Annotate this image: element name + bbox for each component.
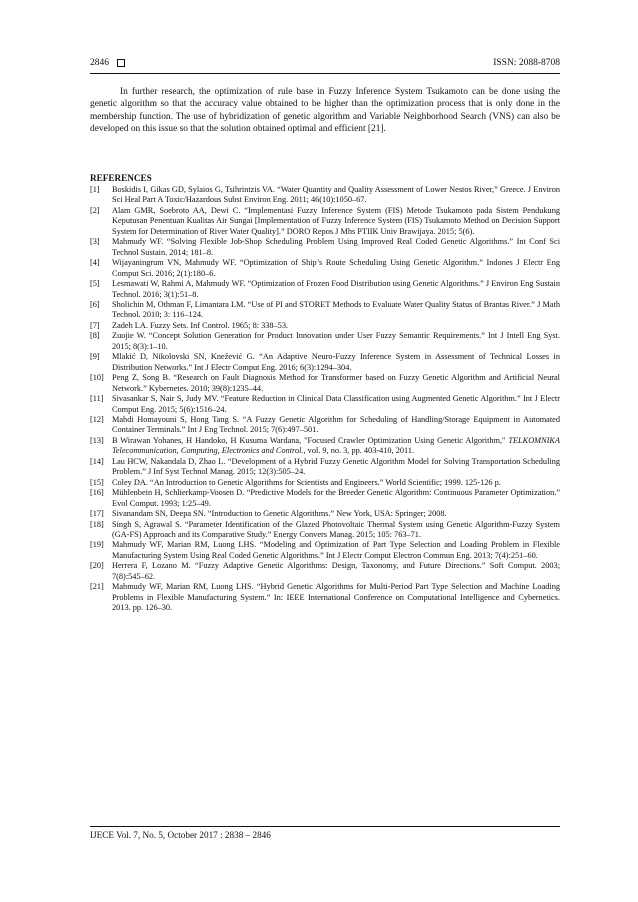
- reference-item: [90, 488, 560, 509]
- reference-item: [90, 237, 560, 258]
- reference-text: Zadeh LA. Fuzzy Sets. Inf Control. 1965; 8: 338–53.: [112, 320, 289, 330]
- reference-item: [90, 300, 560, 321]
- reference-item: [90, 561, 560, 582]
- reference-number: [6]: [90, 299, 100, 309]
- footer-rule: [90, 826, 560, 827]
- reference-number: [13]: [90, 435, 104, 445]
- reference-number: [17]: [90, 509, 104, 519]
- reference-text: Singh S, Agrawal S. “Parameter Identification of the Glazed Photovoltaic Thermal System using Genetic Algorithm-Fuzzy System (GA-FS) Approach and its Comparative Study.” Energy Convers Manag. 2015; 105: 763–71.: [112, 519, 560, 539]
- reference-item: [90, 394, 560, 415]
- reference-number: [7]: [90, 320, 100, 330]
- reference-number: [10]: [90, 373, 104, 383]
- checkbox-square-icon: [117, 59, 125, 67]
- reference-item: [90, 352, 560, 373]
- reference-text: Mahmudy WF, Marian RM, Luong LHS. “Modeling and Optimization of Part Type Selection and Loading Problem in Flexible Manufacturing System Using Real Coded Genetic Algorithms.” Int J Electr Comput Electron Commun Eng. 2013; 7(4):251–60.: [112, 540, 560, 560]
- reference-text: Mahmudy WF, Marian RM, Luong LHS. “Hybrid Genetic Algorithms for Multi-Period Part Type Selection and Machine Loading Problems in Flexible Manufacturing System.” In: IEEE International Conference on Computational Intelligence and Cybernetics. 2013. pp. 126–30.: [112, 582, 560, 613]
- reference-item: [90, 436, 560, 457]
- reference-item: [90, 478, 560, 488]
- reference-number: [20]: [90, 561, 104, 571]
- reference-text: Herrera F, Lozano M. “Fuzzy Adaptive Genetic Algorithms: Design, Taxonomy, and Future Directions.” Soft Comput. 2003; 7(8):545–62.: [112, 561, 560, 581]
- reference-number: [18]: [90, 519, 104, 529]
- reference-item: [90, 185, 560, 206]
- reference-text: Sivasankar S, Nair S, Judy MV. “Feature Reduction in Clinical Data Classification using Augmented Genetic Algorithm.” Int J Electr Comput Eng. 2015; 5(6):1516–24.: [112, 394, 560, 414]
- reference-item: [90, 331, 560, 352]
- reference-number: [12]: [90, 414, 104, 424]
- reference-number: [2]: [90, 205, 100, 215]
- reference-item: [90, 520, 560, 541]
- header-rule: [90, 73, 560, 74]
- reference-item: [90, 457, 560, 478]
- reference-text: Wijayaningrum VN, Mahmudy WF. “Optimization of Ship’s Route Scheduling Using Genetic Algorithm.” Indones J Electr Eng Comput Sci. 2016; 2(1):180–6.: [112, 258, 560, 278]
- reference-number: [4]: [90, 258, 100, 268]
- reference-text: Alam GMR, Soebroto AA, Dewi C. “Implementasi Fuzzy Inference System (FIS) Metode Tsukamoto pada Sistem Pendukung Keputusan Penentuan Kualitas Air Sungai [Implementation of Fuzzy Inference System (FIS) Tsukamoto Method on Decision Support System for Determination of River Water Quality].” DORO Repos J Mhs PTIIK Univ Brawijaya. 2015; 5(6).: [112, 205, 560, 236]
- reference-journal-italic: TELKOMNIKA Telecommunication, Computing, Electronics and Control.: [112, 435, 560, 456]
- reference-text: Lesmawati W, Rahmi A, Mahmudy WF. “Optimization of Frozen Food Distribution using Genetic Algorithms.” J Environ Eng Sustain Technol. 2016; 3(1):51–8.: [112, 279, 560, 299]
- reference-text: , vol. 9, no. 3, pp. 403-410, 2011.: [303, 446, 415, 456]
- reference-text: Lau HCW, Nakandala D, Zhao L. “Development of a Hybrid Fuzzy Genetic Algorithm Model for Solving Transportation Scheduling Problem.” J Inf Syst Technol Manag. 2015; 12(3):505–24.: [112, 456, 560, 477]
- reference-number: [11]: [90, 394, 104, 404]
- reference-number: [3]: [90, 237, 100, 247]
- reference-item: [90, 279, 560, 300]
- reference-list: [90, 185, 560, 614]
- reference-item: [90, 258, 560, 279]
- reference-item: [90, 415, 560, 436]
- body-paragraph: In further research, the optimization of rule base in Fuzzy Inference System Tsukamoto can be done using the genetic algorithm so that the accuracy value obtained to be higher than the optimization process that is only done in the membership function. The use of hybridization of genetic algorithm and Variable Neighborhood Search (VNS) can also be developed on this issue so that the solution obtained optimal and efficient [21].: [90, 87, 560, 135]
- reference-text: B Wirawan Yohanes, H Handoko, H Kusuma Wardana, "Focused Crawler Optimization Using Genetic Algorithm,": [112, 435, 509, 445]
- reference-item: [90, 321, 560, 331]
- reference-text: Mahdi Homayouni S, Hong Tang S. “A Fuzzy Genetic Algorithm for Scheduling of Handling/Storage Equipment in Automated Container Terminals.” Int J Eng Technol. 2015; 7(6):497–501.: [112, 414, 560, 435]
- reference-text: Coley DA. “An Introduction to Genetic Algorithms for Scientists and Engineers.” World Scientific; 1999. 125-126 p.: [112, 477, 501, 487]
- issn-label: ISSN: 2088-8708: [493, 58, 560, 68]
- reference-number: [5]: [90, 279, 100, 289]
- reference-item: [90, 206, 560, 237]
- reference-number: [9]: [90, 352, 100, 362]
- reference-number: [19]: [90, 540, 104, 550]
- reference-text: Zuojie W. “Concept Solution Generation for Product Innovation under User Fuzzy Semantic Requirements.” Int J Intell Eng Syst. 2015; 8(3):1–10.: [112, 331, 560, 351]
- reference-number: [21]: [90, 582, 104, 592]
- reference-number: [15]: [90, 477, 104, 487]
- reference-text: Boskidis I, Gikas GD, Sylaios G, Tsihrintzis VA. “Water Quantity and Quality Assessment of Lower Nestos River,” Greece. J Environ Sci Heal Part A Toxic/Hazardous Subst Environ Eng. 2011; 46(10):1050–67.: [112, 185, 560, 205]
- reference-number: [1]: [90, 185, 100, 194]
- page-number: 2846: [90, 58, 109, 68]
- reference-number: [16]: [90, 488, 104, 498]
- reference-text: Sivanandam SN, Deepa SN. “Introduction to Genetic Algorithms.” New York, USA: Springer; 2008.: [112, 509, 447, 519]
- reference-text: Mahmudy WF. “Solving Flexible Job-Shop Scheduling Problem Using Improved Real Coded Genetic Algorithms.” Int Conf Sci Technol Sustain. 2014; 181–8.: [112, 237, 560, 257]
- reference-text: Sholichin M, Othman F, Limantara LM. “Use of PI and STORET Methods to Evaluate Water Quality Status of Brantas River.” J Math Technol. 2010; 3: 116–124.: [112, 299, 560, 320]
- page-footer: IJECE Vol. 7, No. 5, October 2017 : 2838 – 2846: [90, 830, 271, 840]
- reference-number: [8]: [90, 331, 100, 341]
- reference-text: Peng Z, Song B. “Research on Fault Diagnosis Method for Transformer based on Fuzzy Genetic Algorithm and Artificial Neural Network.” Kybernetes. 2010; 39(8):1235–44.: [112, 373, 560, 393]
- reference-item: [90, 582, 560, 613]
- page-header: [90, 58, 560, 74]
- reference-number: [14]: [90, 456, 104, 466]
- reference-item: [90, 540, 560, 561]
- reference-item: [90, 509, 560, 519]
- reference-text: Mühlenbein H, Schlierkamp-Voosen D. “Predictive Models for the Breeder Genetic Algorithm: Continuous Parameter Optimization.” Evol Comput. 1993; 1:25–49.: [112, 488, 560, 508]
- reference-item: [90, 373, 560, 394]
- references-title: REFERENCES: [90, 173, 152, 183]
- reference-text: Mlakić D, Nikolovski SN, Knežević G. “An Adaptive Neuro-Fuzzy Inference System in Assessment of Technical Losses in Distribution Networks.” Int J Electr Comput Eng. 2016; 6(3):1294–304.: [112, 352, 560, 372]
